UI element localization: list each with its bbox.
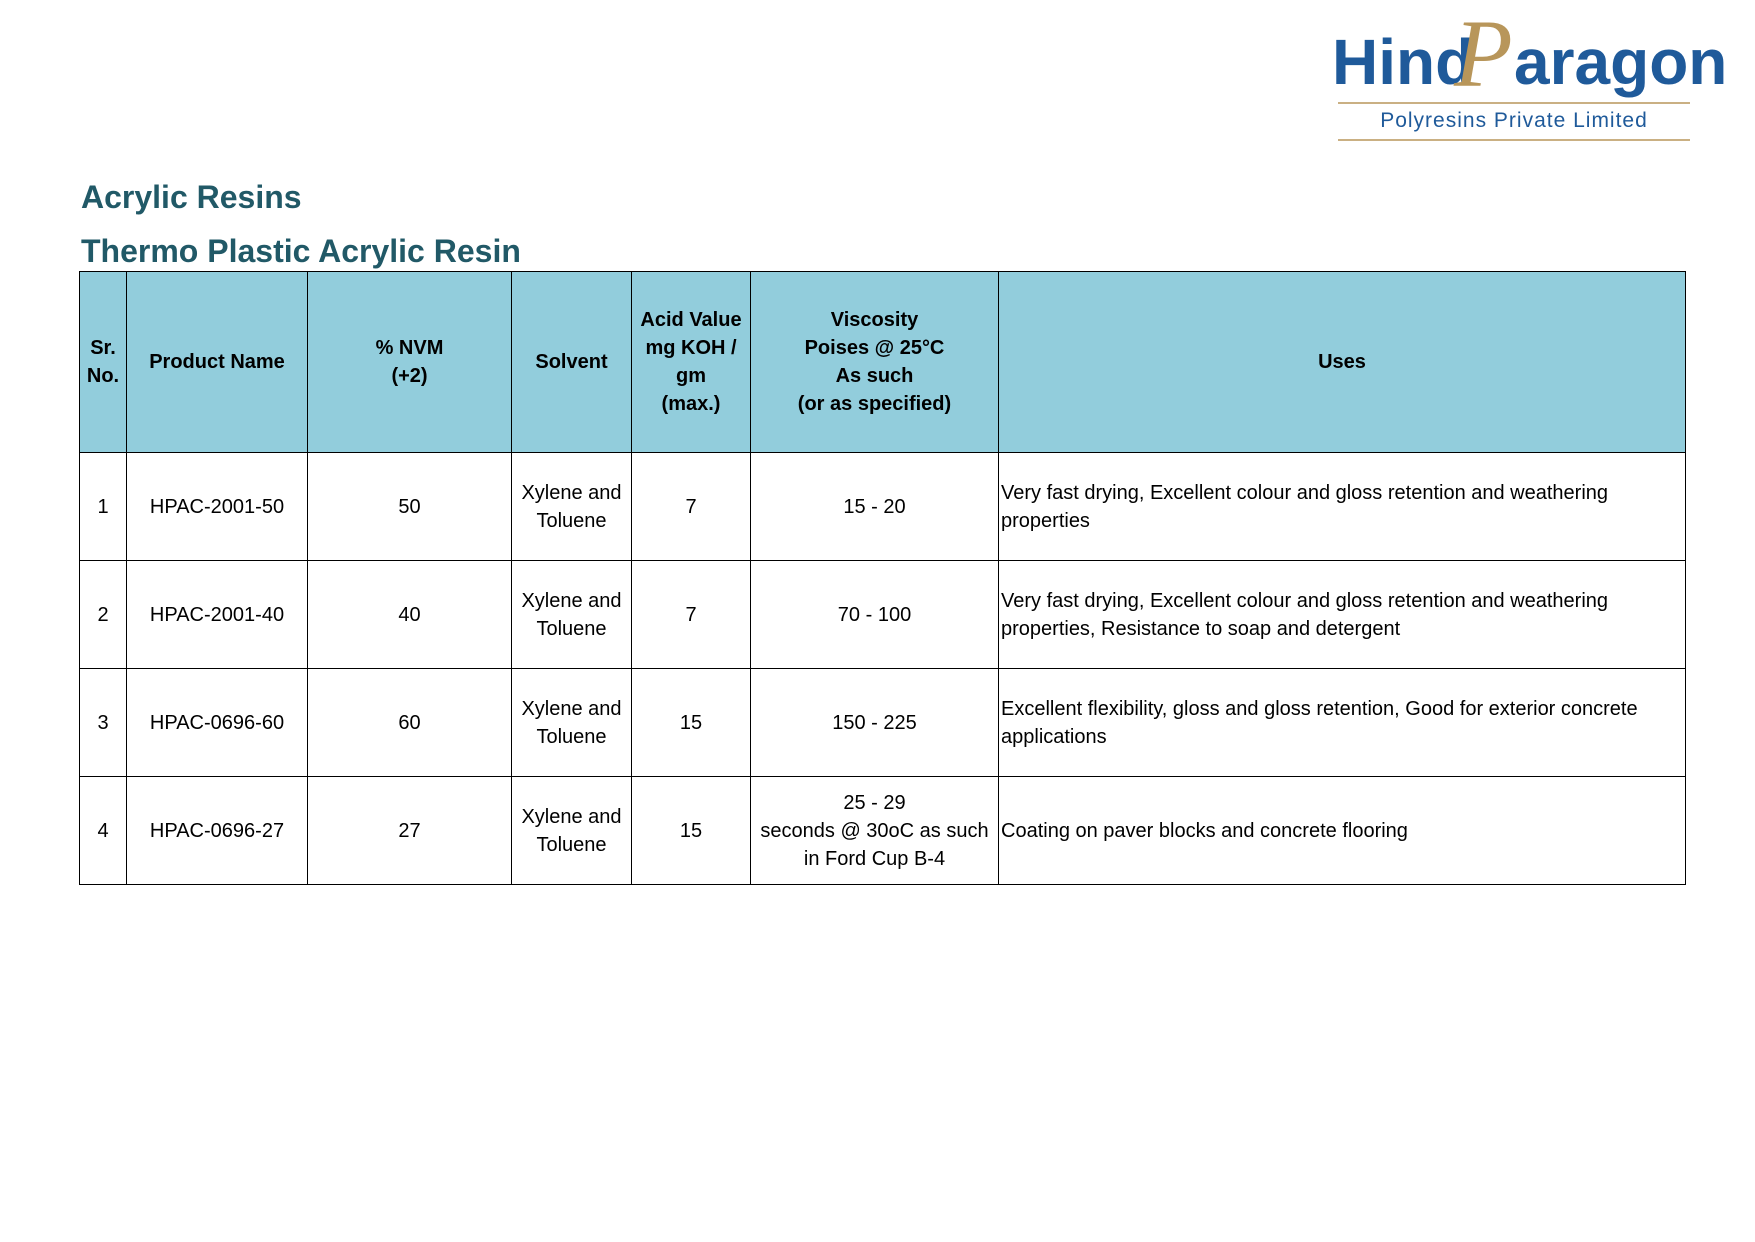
header-acid-value: Acid Value mg KOH / gm (max.) bbox=[632, 272, 751, 453]
cell-product-name: HPAC-0696-60 bbox=[127, 669, 308, 777]
cell-nvm: 50 bbox=[308, 453, 512, 561]
hind-paragon-logo-mark bbox=[1328, 0, 1728, 144]
cell-uses: Very fast drying, Excellent colour and gloss retention and weathering properties bbox=[999, 453, 1686, 561]
header-nvm: % NVM (+2) bbox=[308, 272, 512, 453]
subcategory-heading: Thermo Plastic Acrylic Resin bbox=[81, 233, 521, 269]
cell-solvent: Xylene and Toluene bbox=[512, 453, 632, 561]
cell-uses: Coating on paver blocks and concrete flooring bbox=[999, 777, 1686, 885]
logo-brand-initial: P bbox=[1454, 0, 1513, 107]
table-row bbox=[80, 561, 1686, 669]
cell-acid-value: 7 bbox=[632, 453, 751, 561]
table-row bbox=[80, 669, 1686, 777]
cell-product-name: HPAC-2001-50 bbox=[127, 453, 308, 561]
cell-nvm: 40 bbox=[308, 561, 512, 669]
cell-viscosity: 70 - 100 bbox=[751, 561, 999, 669]
cell-sr-no: 4 bbox=[80, 777, 127, 885]
cell-viscosity: 150 - 225 bbox=[751, 669, 999, 777]
logo-tagline: Polyresins Private Limited bbox=[1380, 109, 1648, 132]
table-header-row bbox=[80, 272, 1686, 453]
logo-brand-part1: Hind bbox=[1332, 26, 1475, 98]
table-row bbox=[80, 453, 1686, 561]
cell-acid-value: 15 bbox=[632, 669, 751, 777]
cell-nvm: 60 bbox=[308, 669, 512, 777]
header-product-name: Product Name bbox=[127, 272, 308, 453]
cell-sr-no: 2 bbox=[80, 561, 127, 669]
cell-uses: Excellent flexibility, gloss and gloss retention, Good for exterior concrete applications bbox=[999, 669, 1686, 777]
cell-uses: Very fast drying, Excellent colour and gloss retention and weathering properties, Resistance to soap and detergent bbox=[999, 561, 1686, 669]
header-uses: Uses bbox=[999, 272, 1686, 453]
cell-sr-no: 3 bbox=[80, 669, 127, 777]
cell-nvm: 27 bbox=[308, 777, 512, 885]
logo-brand-part2: aragon bbox=[1514, 26, 1728, 98]
header-solvent: Solvent bbox=[512, 272, 632, 453]
cell-solvent: Xylene and Toluene bbox=[512, 777, 632, 885]
cell-acid-value: 7 bbox=[632, 561, 751, 669]
cell-product-name: HPAC-0696-27 bbox=[127, 777, 308, 885]
cell-solvent: Xylene and Toluene bbox=[512, 561, 632, 669]
cell-solvent: Xylene and Toluene bbox=[512, 669, 632, 777]
cell-viscosity: 15 - 20 bbox=[751, 453, 999, 561]
header-sr-no: Sr. No. bbox=[80, 272, 127, 453]
header-viscosity: Viscosity Poises @ 25°C As such (or as specified) bbox=[751, 272, 999, 453]
cell-viscosity: 25 - 29 seconds @ 30oC as such in Ford Cup B-4 bbox=[751, 777, 999, 885]
cell-product-name: HPAC-2001-40 bbox=[127, 561, 308, 669]
cell-acid-value: 15 bbox=[632, 777, 751, 885]
resin-spec-table bbox=[79, 271, 1686, 885]
category-heading: Acrylic Resins bbox=[81, 179, 302, 215]
company-logo bbox=[1328, 0, 1728, 144]
cell-sr-no: 1 bbox=[80, 453, 127, 561]
table-row bbox=[80, 777, 1686, 885]
